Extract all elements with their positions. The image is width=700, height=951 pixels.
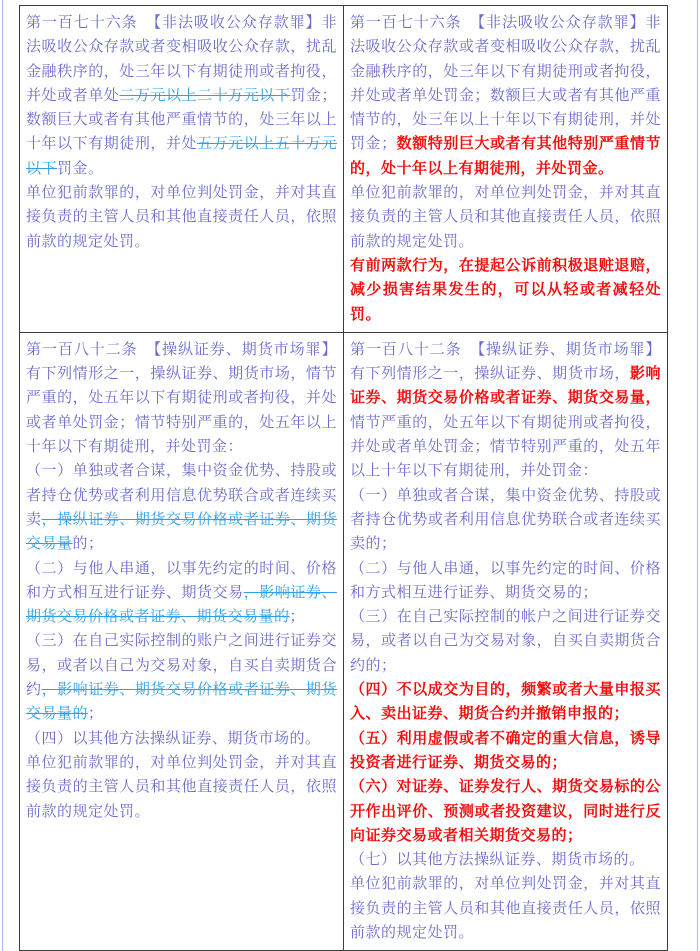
added-text: 数额特别巨大或者有其他特别严重情节的，处十年以上有期徒刑，并处罚金。: [350, 134, 661, 177]
law-text: 单位犯前款罪的，对单位判处罚金，并对其直接负责的主管人员和其他直接责任人员，依照前款的规定处罚。: [350, 874, 661, 941]
law-text: （一）单独或者合谋，集中资金优势、持股或者持仓优势或者利用信息优势联合或者连续买卖的；: [350, 485, 661, 553]
old-version-cell-article-182: [20, 332, 344, 950]
law-paragraph: [350, 10, 661, 180]
law-text: 罚金；数额巨大或者有其他严重情节的，处三年以上十年以下有期徒刑，并处: [26, 85, 337, 153]
law-paragraph: [26, 750, 337, 823]
law-text: （二）与他人串通，以事先约定的时间、价格和方式相互进行证券、期货交易: [26, 558, 337, 601]
law-paragraph: [350, 483, 661, 556]
law-text: 情节严重的，处五年以下有期徒刑或者拘役，并处或者单处罚金；情节特别严重的，处五年以上十年以下有期徒刑，并处罚金：: [350, 412, 661, 480]
law-paragraph: [26, 628, 337, 725]
law-paragraph: [350, 677, 661, 726]
law-paragraph: [350, 726, 661, 775]
law-text: 单位犯前款罪的，对单位判处罚金，并对其直接负责的主管人员和其他直接责任人员，依照前款的规定处罚。: [26, 183, 337, 250]
old-version-cell-article-176: [20, 6, 344, 333]
law-paragraph: [350, 556, 661, 605]
law-text: 的；: [72, 534, 104, 553]
law-text: （三）在自己实际控制的账户之间进行证券交易，或者以自己为交易对象，自买自卖期货合约: [26, 631, 337, 699]
added-text: （四）不以成交为目的，频繁或者大量申报买入、卖出证券、期货合约并撤销申报的；: [350, 680, 661, 723]
law-paragraph: [350, 871, 661, 944]
law-text: （二）与他人串通，以事先约定的时间、价格和方式相互进行证券、期货交易的；: [350, 558, 661, 601]
law-text: 单位犯前款罪的，对单位判处罚金，并对其直接负责的主管人员和其他直接责任人员，依照前款的规定处罚。: [26, 752, 337, 820]
table-row-article-176: [20, 6, 668, 333]
law-text: （三）在自己实际控制的帐户之间进行证券交易，或者以自己为交易对象，自买自卖期货合约的；: [350, 607, 661, 674]
table-row-article-182: [20, 332, 668, 950]
law-paragraph: [350, 847, 661, 871]
law-text: 第一百七十六条 【非法吸收公众存款罪】非法吸收公众存款或者变相吸收公众存款，扰乱金融秩序的，处三年以下有期徒刑或者拘役，并处或者单处: [26, 13, 337, 104]
law-paragraph: [26, 556, 337, 629]
new-version-cell-article-182: [344, 332, 668, 950]
law-text: （一）单独或者合谋，集中资金优势、持股或者持仓优势或者利用信息优势联合或者连续买卖: [26, 461, 337, 528]
law-text: 罚金。: [57, 158, 104, 177]
added-text: （五）利用虚假或者不确定的重大信息，诱导投资者进行证券、期货交易的；: [350, 728, 661, 771]
deleted-text: ，影响证券、期货交易价格或者证券、期货交易量的: [26, 582, 337, 626]
law-text: （七）以其他方法操纵证券、期货市场的。: [350, 850, 645, 869]
document-page: [2, 0, 698, 951]
deleted-text: ，影响证券、期货交易价格或者证券、期货交易量的: [26, 680, 337, 723]
deleted-text: 五万元以上五十万元以下: [26, 134, 337, 177]
deleted-text: ，操纵证券、期货交易价格或者证券、期货交易量: [26, 509, 337, 553]
law-paragraph: [350, 253, 661, 326]
law-comparison-table: [19, 5, 668, 951]
added-text: 影响证券、期货交易价格或者证券、期货交易量，: [350, 364, 661, 407]
deleted-text: 二万元以上二十万元以下: [119, 85, 291, 104]
law-paragraph: [350, 180, 661, 253]
law-paragraph: [350, 337, 661, 483]
law-text: ；: [289, 607, 306, 626]
law-paragraph: [26, 10, 337, 180]
law-paragraph: [26, 726, 337, 750]
law-text: 单位犯前款罪的，对单位判处罚金，并对其直接负责的主管人员和其他直接责任人员，依照前款的规定处罚。: [350, 183, 661, 250]
law-paragraph: [350, 774, 661, 847]
new-version-cell-article-176: [344, 6, 668, 333]
law-paragraph: [26, 180, 337, 253]
added-text: （六）对证券、证券发行人、期货交易标的公开作出评价、预测或者投资建议，同时进行反向证券交易或者相关期货交易的；: [350, 777, 661, 844]
law-text: （四）以其他方法操纵证券、期货市场的。: [26, 728, 321, 747]
law-paragraph: [26, 337, 337, 458]
law-paragraph: [26, 458, 337, 555]
law-paragraph: [350, 604, 661, 677]
law-text: 第一百八十二条 【操纵证券、期货市场罪】有下列情形之一，操纵证券、期货市场，: [350, 339, 661, 383]
added-text: 有前两款行为，在提起公诉前积极退赃退赔，减少损害结果发生的，可以从轻或者减轻处罚。: [350, 255, 661, 323]
law-text: 第一百八十二条 【操纵证券、期货市场罪】有下列情形之一，操纵证券、期货市场，情节严重的，处五年以下有期徒刑或者拘役，并处或者单处罚金；情节特别严重的，处五年以上十年以下有期徒刑，并处罚金：: [26, 339, 337, 456]
law-text: ；: [88, 704, 104, 723]
law-text: 第一百七十六条 【非法吸收公众存款罪】非法吸收公众存款或者变相吸收公众存款，扰乱金融秩序的，处三年以下有期徒刑或者拘役，并处或者单处罚金；数额巨大或者有其他严重情节的，处三年以上十年以下有期徒刑，并处罚金；: [350, 13, 661, 153]
